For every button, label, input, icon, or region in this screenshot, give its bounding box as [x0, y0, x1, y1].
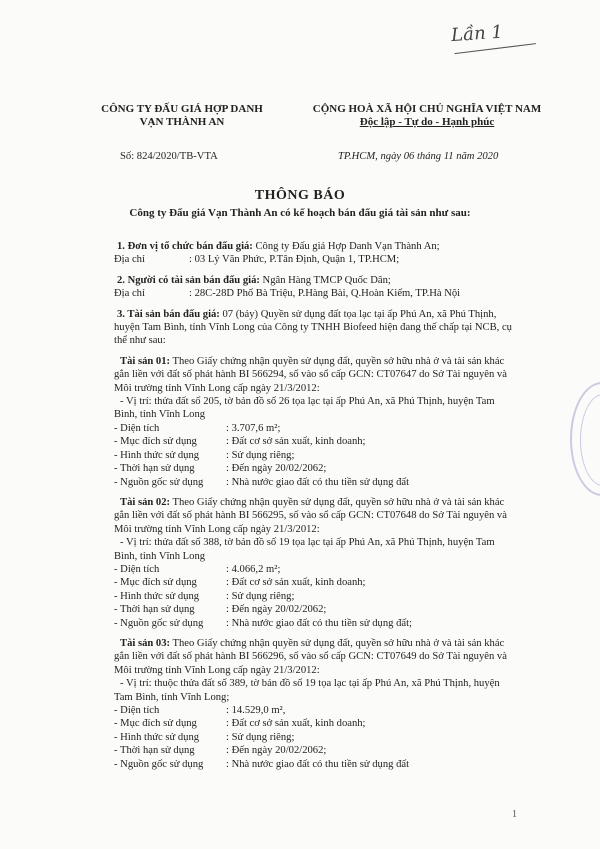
section-3	[114, 308, 514, 348]
page-title: THÔNG BÁO	[254, 188, 346, 203]
section-1-label: 1. Đơn vị tổ chức bán đấu giá:	[117, 241, 253, 252]
page-number: 1	[512, 809, 517, 820]
asset-2-spec: - Diện tích : 4.066,2 m²;	[114, 563, 281, 575]
company-header	[82, 103, 282, 129]
republic-header	[282, 103, 572, 129]
asset-1-spec: - Diện tích : 3.707,6 m²;	[114, 422, 281, 434]
asset-1-spec: - Thời hạn sử dụng : Đến ngày 20/02/2062;	[114, 463, 327, 475]
asset-2-spec: - Thời hạn sử dụng : Đến ngày 20/02/2062;	[114, 604, 327, 616]
asset-1-description: Theo Giấy chứng nhận quyền sử dụng đất, quyền sở hữu nhà ở và tài sản khác gắn liền với đất số phát hành BI 566294, số vào sổ cấp GCN: CT07647 do Sở Tài nguyên và Môi trường tỉnh Vĩnh Long cấp ngày 21/3/2012:	[114, 355, 507, 394]
republic-name: CỘNG HOÀ XÃ HỘI CHỦ NGHĨA VIỆT NAM	[312, 103, 542, 115]
company-name-line2: VẠN THÀNH AN	[139, 116, 225, 128]
asset-2-spec: - Mục đích sử dụng : Đất cơ sở sản xuất, kinh doanh;	[114, 577, 366, 589]
handwritten-note: Lần 1	[451, 23, 544, 69]
asset-3-spec: - Nguồn gốc sử dụng : Nhà nước giao đất có thu tiền sử dụng đất	[114, 758, 410, 770]
asset-1-spec: - Nguồn gốc sử dụng : Nhà nước giao đất có thu tiền sử dụng đất	[114, 476, 410, 488]
section-2-address: Địa chỉ : 28C-28D Phố Bà Triệu, P.Hàng Bài, Q.Hoàn Kiếm, TP.Hà Nội	[114, 288, 461, 300]
section-1	[114, 240, 514, 253]
asset-3-spec: - Thời hạn sử dụng : Đến ngày 20/02/2062;	[114, 745, 327, 757]
asset-3-label: Tài sản 03:	[120, 637, 171, 649]
asset-2-description: Theo Giấy chứng nhận quyền sử dụng đất, quyền sở hữu nhà ở và tài sản khác gắn liền với đất số phát hành BI 566295, số vào sổ cấp GCN: CT07648 do Sở Tài nguyên và Môi trường tỉnh Vĩnh Long cấp ngày 21/3/2012:	[114, 496, 507, 535]
asset-1	[114, 355, 514, 489]
asset-1-spec: - Hình thức sử dụng : Sử dụng riêng;	[114, 449, 295, 461]
asset-2-spec: - Hình thức sử dụng : Sử dụng riêng;	[114, 590, 295, 602]
asset-3-description: Theo Giấy chứng nhận quyền sử dụng đất, quyền sở hữu nhà ở và tài sản khác gắn liền với đất số phát hành BI 566296, số vào sổ cấp GCN: CT07649 do Sở Tài nguyên và Môi trường tỉnh Vĩnh Long cấp ngày 21/3/2012:	[114, 637, 507, 676]
asset-3-spec: - Mục đích sử dụng : Đất cơ sở sản xuất, kinh doanh;	[114, 718, 366, 730]
official-seal-stamp	[570, 382, 600, 496]
page-subtitle: Công ty Đấu giá Vạn Thành An có kế hoạch bán đấu giá tài sản như sau:	[129, 207, 471, 219]
asset-3-spec: - Hình thức sử dụng : Sử dụng riêng;	[114, 731, 295, 743]
asset-3	[114, 637, 514, 771]
section-2-label: 2. Người có tài sản bán đấu giá:	[117, 274, 260, 286]
section-3-value: 07 (bảy) Quyền sử dụng đất tọa lạc tại ấp Phú An, xã Phú Thịnh, huyện Tam Bình, tỉnh Vĩnh Long của Công ty TNHH Biofeed hiện đang thế chấp tại NCB, cụ thể như sau:	[114, 308, 512, 347]
doc-number: Số: 824/2020/TB-VTA	[120, 151, 218, 162]
asset-2-spec: - Nguồn gốc sử dụng : Nhà nước giao đất có thu tiền sử dụng đất;	[114, 617, 412, 629]
asset-1-spec: - Mục đích sử dụng : Đất cơ sở sản xuất, kinh doanh;	[114, 436, 366, 448]
section-1-address: Địa chỉ : 03 Lý Văn Phức, P.Tân Định, Quận 1, TP.HCM;	[114, 254, 400, 266]
asset-2-location: - Vị trí: thửa đất số 388, tờ bản đồ số 19 tọa lạc tại ấp Phú An, xã Phú Thịnh, huyện Tam Bình, tỉnh Vĩnh Long	[114, 537, 495, 562]
section-2-value: Ngân Hàng TMCP Quốc Dân;	[259, 274, 391, 286]
asset-3-spec: - Diện tích : 14.529,0 m²,	[114, 705, 286, 716]
asset-2	[114, 496, 514, 630]
section-1-value: Công ty Đấu giá Hợp Danh Vạn Thành An;	[252, 241, 440, 252]
place-date: TP.HCM, ngày 06 tháng 11 năm 2020	[338, 151, 499, 162]
section-3-label: 3. Tài sản bán đấu giá:	[117, 308, 220, 320]
company-name-line1: CÔNG TY ĐẤU GIÁ HỢP DANH	[101, 103, 263, 115]
asset-2-label: Tài sản 02:	[120, 496, 171, 508]
asset-1-label: Tài sản 01:	[120, 355, 171, 367]
asset-3-location: - Vị trí: thuộc thửa đất số 389, tờ bản đồ số 19 tọa lạc tại ấp Phú An, xã Phú Thịnh, huyện Tam Bình, tỉnh Vĩnh Long;	[114, 678, 500, 703]
section-2	[114, 274, 514, 287]
asset-1-location: - Vị trí: thửa đất số 205, tờ bản đồ số 26 tọa lạc tại ấp Phú An, xã Phú Thịnh, huyện Tam Bình, tỉnh Vĩnh Long	[114, 396, 495, 421]
motto: Độc lập - Tự do - Hạnh phúc	[359, 116, 495, 128]
document-body	[114, 240, 514, 771]
